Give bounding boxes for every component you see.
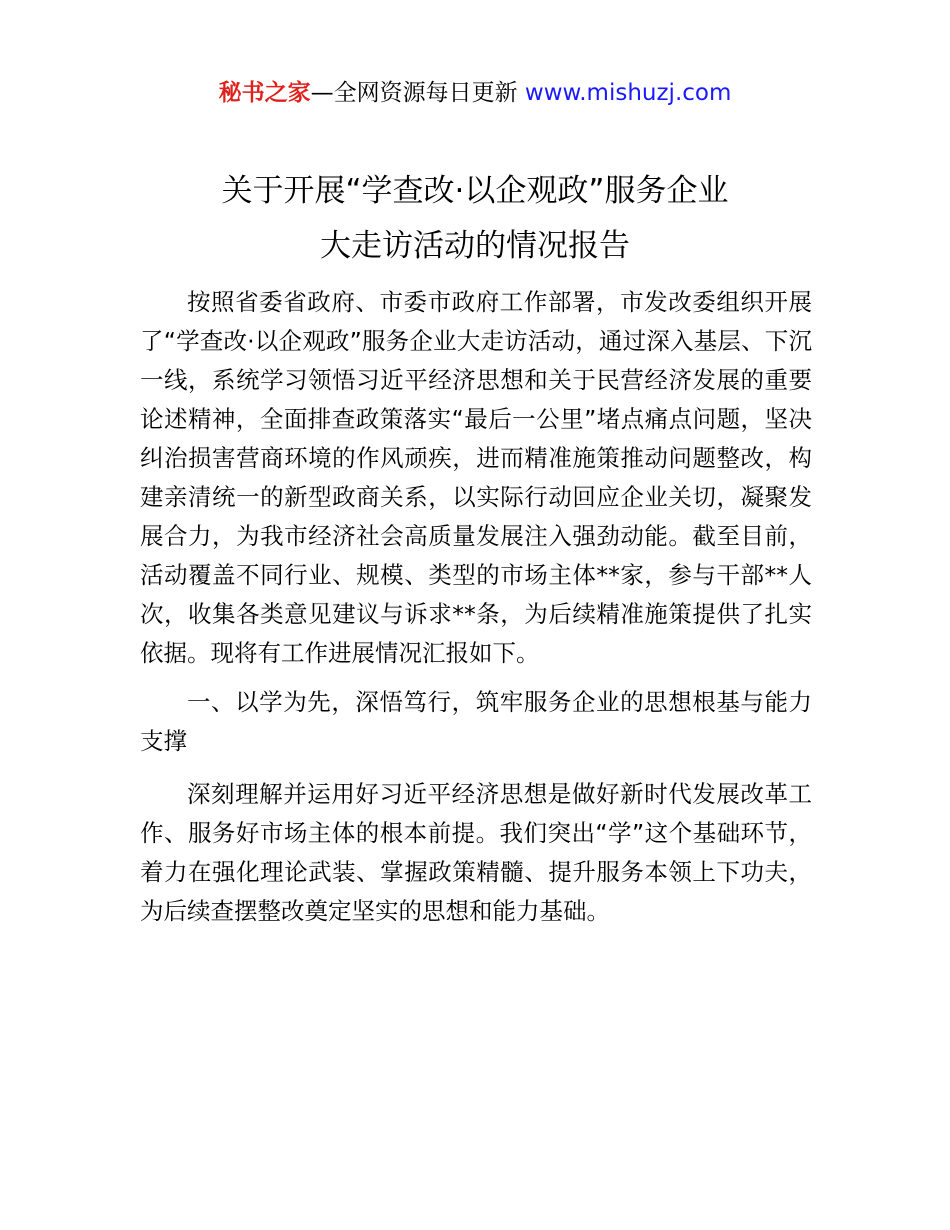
site-brand: 秘书之家	[218, 80, 311, 106]
site-url-link[interactable]: www.mishuzj.com	[524, 80, 732, 106]
intro-paragraph: 按照省委省政府、市委市政府工作部署，市发改委组织开展了“学查改·以企观政”服务企业大走访活动，通过深入基层、下沉一线，系统学习领悟习近平经济思想和关于民营经济发展的重要论述精神，全面排查政策落实“最后一公里”堵点痛点问题，坚决纠治损害营商环境的作风顽疾，进而精准施策推动问题整改，构建亲清统一的新型政商关系，以实际行动回应企业关切，凝聚发展合力，为我市经济社会高质量发展注入强劲动能。截至目前，活动覆盖不同行业、规模、类型的市场主体**家，参与干部**人次，收集各类意见建议与诉求**条，为后续精准施策提供了扎实依据。现将有工作进展情况汇报如下。	[140, 288, 812, 667]
section-1-paragraph: 深刻理解并运用好习近平经济思想是做好新时代发展改革工作、服务好市场主体的根本前提。我们突出“学”这个基础环节，着力在强化理论武装、掌握政策精髓、提升服务本领上下功夫，为后续查摆整改奠定坚实的思想和能力基础。	[140, 780, 812, 925]
document-body	[140, 283, 812, 931]
site-slogan: —全网资源每日更新	[310, 80, 525, 106]
site-header	[0, 77, 950, 109]
document-title	[0, 164, 950, 274]
title-line-1: 关于开展“学查改·以企观政”服务企业	[221, 173, 729, 209]
title-line-2: 大走访活动的情况报告	[320, 228, 630, 264]
section-heading-1: 一、以学为先，深悟笃行，筑牢服务企业的思想根基与能力支撑	[140, 688, 812, 755]
